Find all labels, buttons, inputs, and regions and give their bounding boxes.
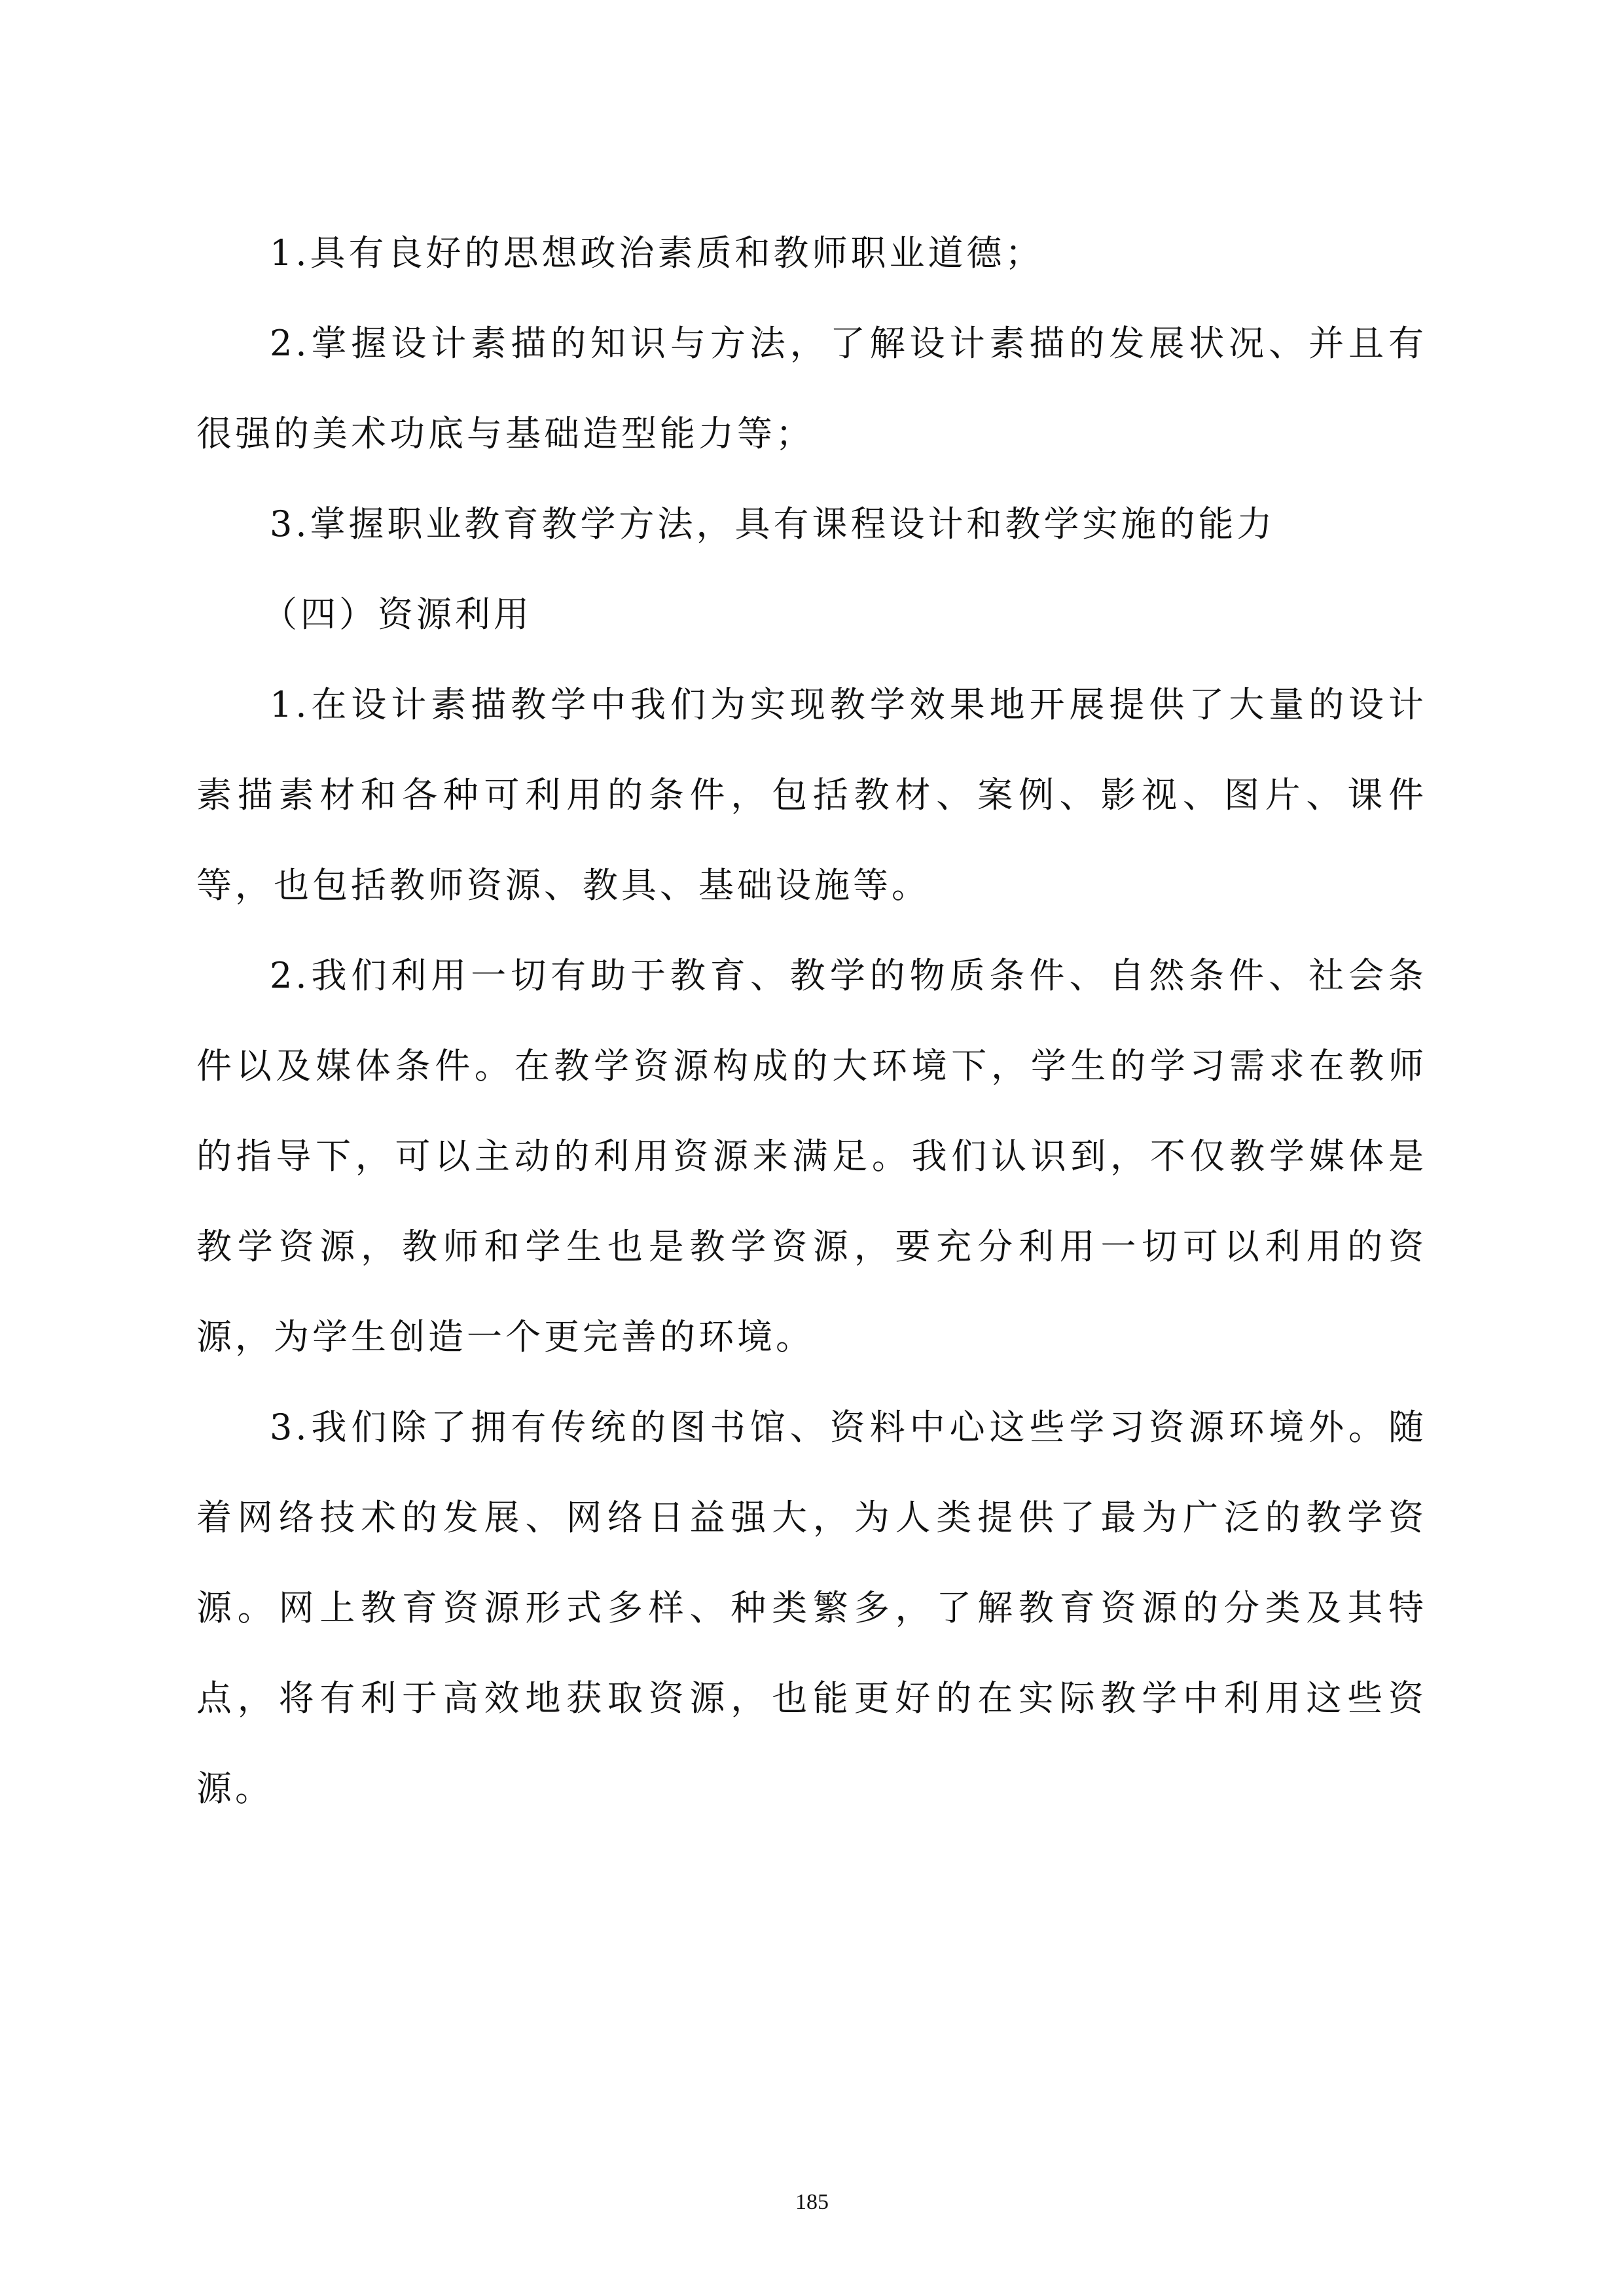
document-body — [196, 208, 1427, 1834]
paragraph-requirement-3: 3.掌握职业教育教学方法，具有课程设计和教学实施的能力 — [270, 503, 1276, 545]
paragraph-requirement-1: 1.具有良好的思想政治素质和教师职业道德； — [270, 232, 1044, 274]
section-heading-resource-use: （四）资源利用 — [262, 594, 532, 635]
paragraph-resource-1: 1.在设计素描教学中我们为实现教学效果地开展提供了大量的设计素描素材和各种可利用的条件，包括教材、案例、影视、图片、课件等，也包括教师资源、教具、基础设施等。 — [196, 684, 1427, 906]
paragraph-resource-3: 3.我们除了拥有传统的图书馆、资料中心这些学习资源环境外。随着网络技术的发展、网络日益强大，为人类提供了最为广泛的教学资源。网上教育资源形式多样、种类繁多，了解教育资源的分类及其特点，将有利于高效地获取资源，也能更好的在实际教学中利用这些资源。 — [196, 1407, 1427, 1809]
page-number: 185 — [795, 2190, 829, 2214]
paragraph-requirement-2: 2.掌握设计素描的知识与方法，了解设计素描的发展状况、并且有很强的美术功底与基础造型能力等； — [196, 323, 1427, 454]
paragraph-resource-2: 2.我们利用一切有助于教育、教学的物质条件、自然条件、社会条件以及媒体条件。在教学资源构成的大环境下，学生的学习需求在教师的指导下，可以主动的利用资源来满足。我们认识到，不仅教学媒体是教学资源，教师和学生也是教学资源，要充分利用一切可以利用的资源，为学生创造一个更完善的环境。 — [196, 955, 1427, 1357]
